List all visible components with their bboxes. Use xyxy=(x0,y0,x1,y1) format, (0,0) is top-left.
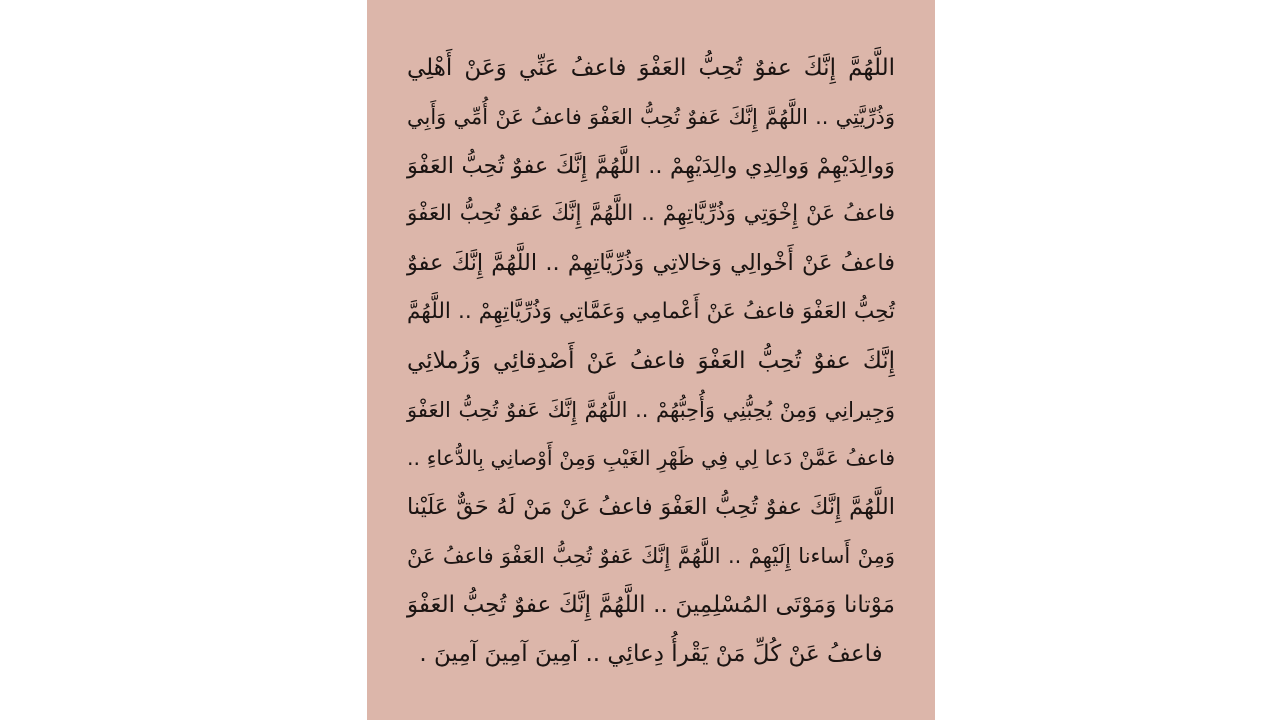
prayer-card xyxy=(367,0,935,720)
prayer-line: وَذُرِّيَّتِي .. اللَّهُمَّ إِنَّكَ عَفوٌ تُحِبُّ العَفْوَ فاعفُ عَنْ أُمِّي وَأَبِي xyxy=(407,104,895,129)
prayer-text xyxy=(407,44,895,678)
prayer-line: اللَّهُمَّ إِنَّكَ عفوٌ تُحِبُّ العَفْوَ فاعفُ عَنِّي وَعَنْ أَهْلِي xyxy=(407,55,895,81)
prayer-line: وَجِيرانِي وَمِنْ يُحِبُّنِي وَأُحِبُّهُمْ .. اللَّهُمَّ إِنَّكَ عَفوٌ تُحِبُّ العَفْوَ xyxy=(407,397,895,422)
prayer-line: فاعفُ عَنْ أَخْوالِي وَخالاتِي وَذُرِّيَّاتِهِمْ .. اللَّهُمَّ إِنَّكَ عفوٌ xyxy=(407,250,895,277)
prayer-line: وَوالِدَيْهِمْ وَوالِدِي والِدَيْهِمْ .. اللَّهُمَّ إِنَّكَ عفوٌ تُحِبُّ العَفْوَ xyxy=(407,152,895,179)
prayer-line: اللَّهُمَّ إِنَّكَ عفوٌ تُحِبُّ العَفْوَ فاعفُ عَنْ مَنْ لَهُ حَقٌّ عَلَيْنا xyxy=(407,494,895,521)
prayer-line: وَمِنْ أَساءنا إِلَيْهِمْ .. اللَّهُمَّ إِنَّكَ عَفوٌ تُحِبُّ العَفْوَ فاعفُ عَنْ xyxy=(407,543,895,568)
prayer-line: إِنَّكَ عفوٌ تُحِبُّ العَفْوَ فاعفُ عَنْ أَصْدِقائِي وَزُملائِي xyxy=(407,347,895,374)
prayer-line: تُحِبُّ العَفْوَ فاعفُ عَنْ أَعْمامِي وَعَمَّاتِي وَذُرِّيَّاتِهِمْ .. اللَّهُمَّ xyxy=(407,298,895,324)
prayer-line: فاعفُ عَمَّنْ دَعا لِي فِي ظَهْرِ الغَيْبِ وَمِنْ أَوْصانِي بِالدُّعاءِ .. xyxy=(407,446,895,471)
prayer-line: فاعفُ عَنْ إِخْوَتِي وَذُرِّيَّاتِهِمْ .. اللَّهُمَّ إِنَّكَ عَفوٌ تُحِبُّ العَفْوَ xyxy=(407,201,895,227)
prayer-line-closing: فاعفُ عَنْ كُلِّ مَنْ يَقْرأُ دِعائِي .. آمِينَ آمِينَ آمِينَ . xyxy=(419,640,883,667)
prayer-line: مَوْتانا وَمَوْتَى المُسْلِمِينَ .. اللَّهُمَّ إِنَّكَ عفوٌ تُحِبُّ العَفْوَ xyxy=(407,591,895,618)
